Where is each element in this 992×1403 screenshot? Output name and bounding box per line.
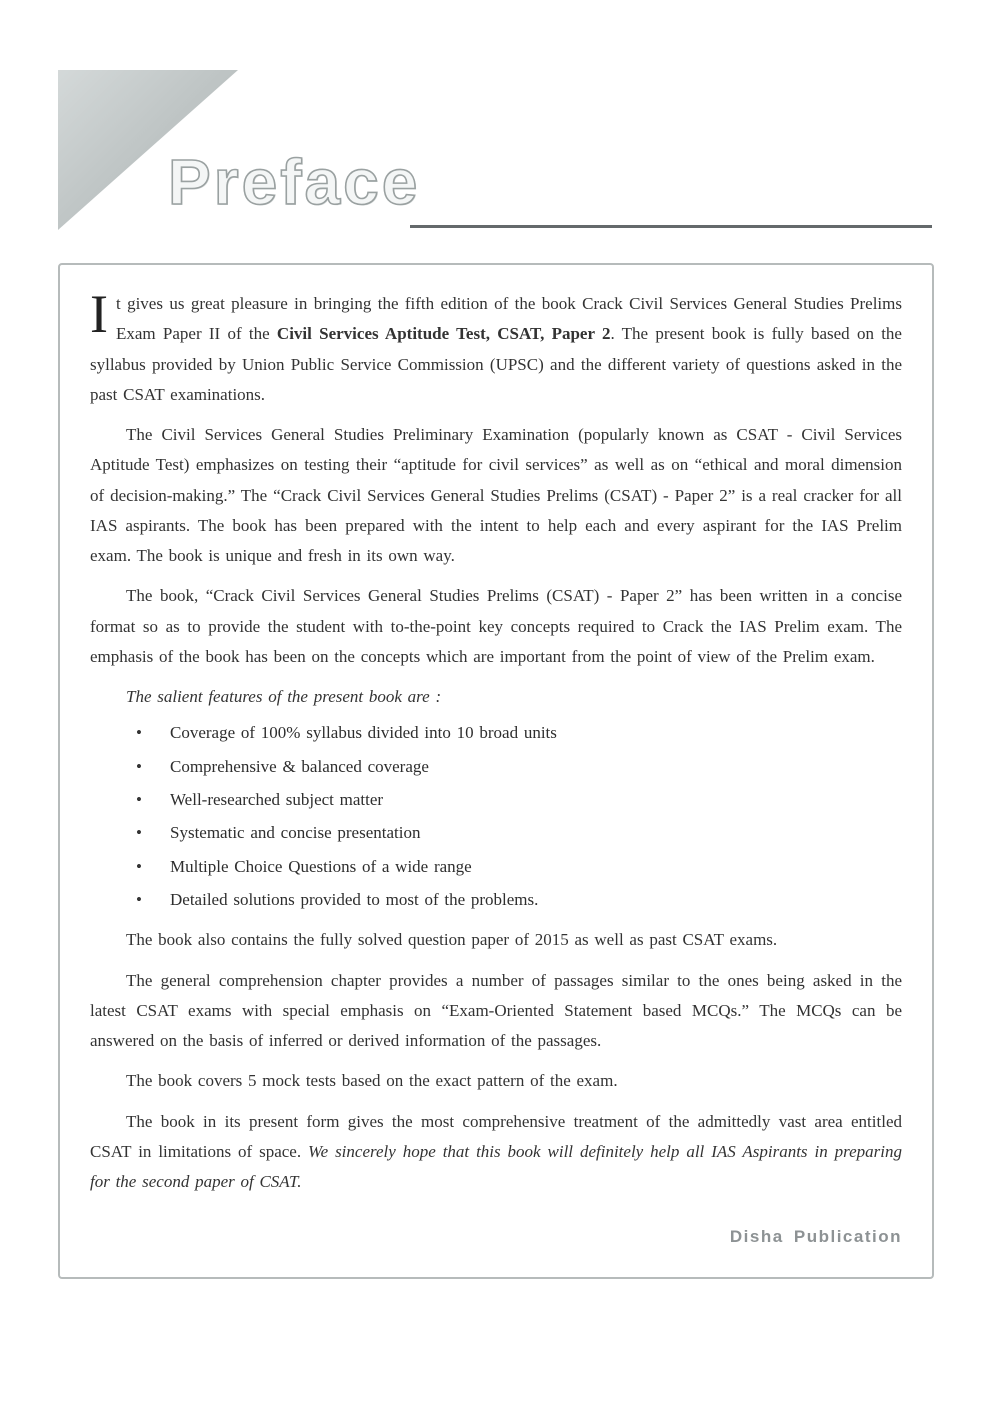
bullet-icon: • (136, 789, 142, 809)
features-list (90, 720, 902, 913)
bullet-icon: • (136, 756, 142, 776)
paragraph-7 (90, 1107, 902, 1198)
intro-text-before-bold: t gives us great pleasure in bringing the fifth edition of the book Crack Civil Services General Studies Prelims Exam Paper II of the (115, 294, 902, 344)
intro-bold-book-title: Civil Services Aptitude Test, CSAT, Paper 2 (276, 324, 611, 344)
feature-text: Well-researched subject matter (170, 789, 384, 809)
preface-content-box (58, 263, 934, 1279)
list-item (136, 820, 902, 846)
drop-cap: I (90, 284, 108, 344)
feature-text: Detailed solutions provided to most of the problems. (170, 889, 539, 909)
feature-text: Multiple Choice Questions of a wide range (170, 856, 472, 876)
bullet-icon: • (136, 723, 142, 743)
features-intro-line: The salient features of the present book are : (126, 687, 442, 706)
paragraph-7-italic: We sincerely hope that this book will definitely help all IAS Aspirants in preparing for the second paper of CSAT. (90, 1141, 902, 1192)
bullet-icon: • (136, 889, 142, 909)
feature-text: Coverage of 100% syllabus divided into 10 broad units (170, 723, 557, 743)
publisher-signature: Disha Publication (729, 1227, 902, 1247)
paragraph-2: The Civil Services General Studies Preliminary Examination (popularly known as CSAT - Civil Services Aptitude Test) emphasizes on testing their “aptitude for civil services” as well as on “ethical and moral dimension of decision-making.” The “Crack Civil Services General Studies Prelims (CSAT) - Paper 2” is a real cracker for all IAS aspirants. The book has been prepared with the intent to help each and every aspirant for the IAS Prelim exam. The book is unique and fresh in its own way. (90, 425, 902, 565)
paragraph-3: The book, “Crack Civil Services General Studies Prelims (CSAT) - Paper 2” has been written in a concise format so as to provide the student with to-the-point key concepts required to Crack the IAS Prelim exam. The emphasis of the book has been on the concepts which are important from the point of view of the Prelim exam. (90, 586, 902, 666)
feature-text: Systematic and concise presentation (170, 823, 421, 843)
bullet-icon: • (136, 856, 142, 876)
list-item (136, 720, 902, 746)
page-title: Preface (168, 146, 421, 218)
list-item (136, 787, 902, 813)
paragraph-4: The book also contains the fully solved question paper of 2015 as well as past CSAT exams. (126, 930, 778, 950)
paragraph-intro (90, 284, 902, 410)
paragraph-5: The general comprehension chapter provides a number of passages similar to the ones being asked in the latest CSAT exams with special emphasis on “Exam-Oriented Statement based MCQs.” The MCQs can be answered on the basis of inferred or derived information of the passages. (90, 970, 902, 1051)
title-underline (410, 225, 932, 228)
paragraph-6: The book covers 5 mock tests based on the exact pattern of the exam. (126, 1071, 618, 1091)
intro-text-after-bold: . The present book is fully based on the syllabus provided by Union Public Service Commission (UPSC) and the different variety of questions asked in the past CSAT examinations. (90, 324, 902, 404)
list-item (136, 887, 902, 913)
list-item (136, 754, 902, 780)
bullet-icon: • (136, 823, 142, 843)
feature-text: Comprehensive & balanced coverage (170, 756, 429, 776)
paragraph-7-normal: The book in its present form gives the most comprehensive treatment of the admittedly vast area entitled CSAT in limitations of space. (90, 1111, 902, 1161)
list-item (136, 854, 902, 880)
